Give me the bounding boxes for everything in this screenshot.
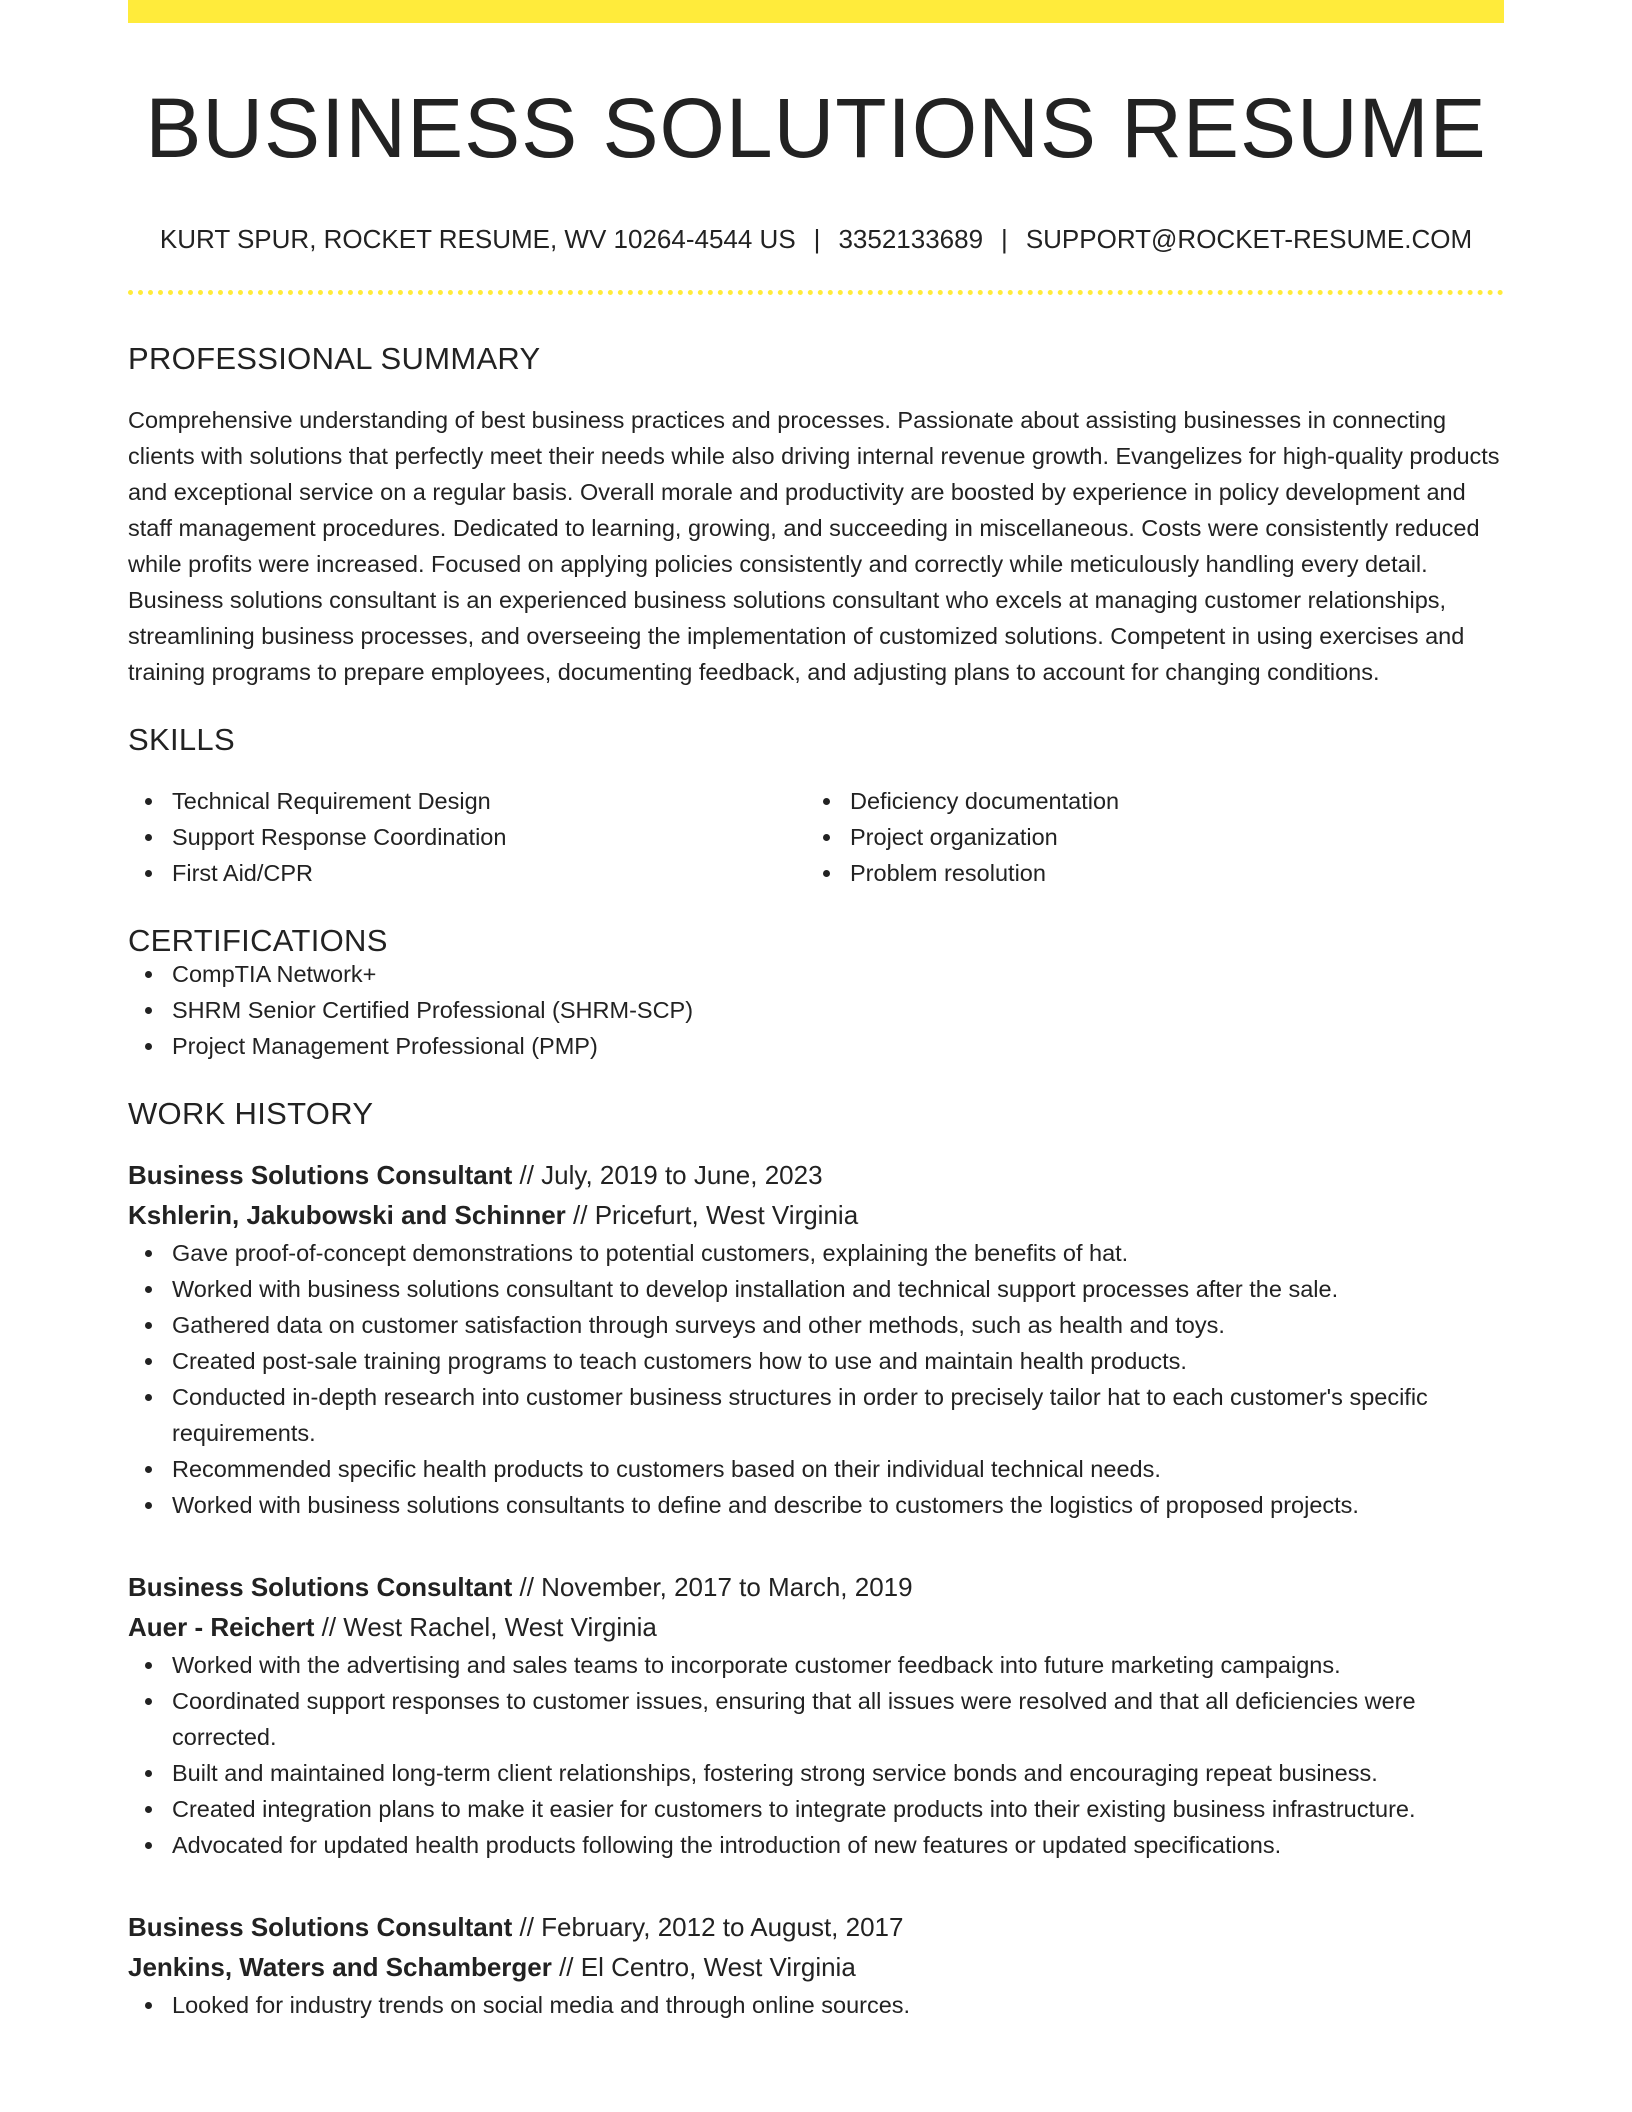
skill-label: First Aid/CPR: [172, 860, 314, 886]
bullet-dot: [145, 1698, 152, 1705]
job-bullet: [128, 1271, 1504, 1307]
bullet-dot: [823, 870, 830, 877]
job-bullet-text: Recommended specific health products to customers based on their individual technical needs.: [172, 1456, 1161, 1482]
job-bullet-text: Advocated for updated health products following the introduction of new features or updated specifications.: [172, 1832, 1282, 1858]
skill-item: [128, 783, 806, 819]
job-title-line: [128, 1907, 1504, 1947]
job-bullet-text: Created post-sale training programs to teach customers how to use and maintain health products.: [172, 1348, 1187, 1374]
job-bullet: [128, 1487, 1504, 1523]
job-bullets: [128, 1235, 1504, 1523]
contact-address: KURT SPUR, ROCKET RESUME, WV 10264-4544 US: [159, 224, 796, 254]
skill-label: Project organization: [850, 824, 1058, 850]
job-bullet: [128, 1343, 1504, 1379]
skills-list-left: [128, 783, 806, 891]
job-dates: // February, 2012 to August, 2017: [512, 1912, 904, 1942]
contact-email: SUPPORT@ROCKET-RESUME.COM: [1025, 224, 1473, 254]
bullet-dot: [145, 1502, 152, 1509]
job-title: Business Solutions Consultant: [128, 1572, 513, 1602]
job-company: Jenkins, Waters and Schamberger: [128, 1952, 552, 1982]
job-company-line: [128, 1947, 1504, 1987]
bullet-dot: [145, 1043, 152, 1050]
bullet-dot: [823, 834, 830, 841]
job-bullet: [128, 1235, 1504, 1271]
skills-grid: [128, 783, 1504, 891]
job-title: Business Solutions Consultant: [128, 1912, 513, 1942]
job-location: // Pricefurt, West Virginia: [565, 1200, 859, 1230]
summary-heading: PROFESSIONAL SUMMARY: [128, 341, 541, 376]
job-bullet-text: Gathered data on customer satisfaction through surveys and other methods, such as health and toys.: [172, 1312, 1225, 1338]
bullet-dot: [145, 870, 152, 877]
job-bullet-text: Looked for industry trends on social media and through online sources.: [172, 1992, 911, 2018]
job-bullet: [128, 1647, 1504, 1683]
dotted-divider: [128, 290, 1504, 295]
certification-item: [128, 1028, 1504, 1064]
contact-separator: |: [1001, 224, 1008, 254]
certifications-list: [128, 956, 1504, 1064]
job-bullet-text: Worked with business solutions consultant to develop installation and technical support processes after the sale.: [172, 1276, 1339, 1302]
certification-item: [128, 956, 1504, 992]
contact-phone: 3352133689: [838, 224, 984, 254]
contact-separator: |: [813, 224, 821, 254]
job-bullet-text: Gave proof-of-concept demonstrations to potential customers, explaining the benefits of hat.: [172, 1240, 1129, 1266]
bullet-dot: [145, 971, 152, 978]
skill-item: [806, 855, 1504, 891]
job-bullet: [128, 1827, 1504, 1863]
job-bullet-text: Created integration plans to make it easier for customers to integrate products into their existing business infrastructure.: [172, 1796, 1416, 1822]
bullet-dot: [145, 1007, 152, 1014]
bullet-dot: [145, 1842, 152, 1849]
job-dates: // July, 2019 to June, 2023: [512, 1160, 823, 1190]
job-bullet-text: Worked with business solutions consultants to define and describe to customers the logistics of proposed projects.: [172, 1492, 1359, 1518]
skills-list-right: [806, 783, 1504, 891]
job-entry: [128, 1567, 1504, 1863]
job-bullet: [128, 1987, 1504, 2023]
skill-item: [806, 819, 1504, 855]
job-bullet-text: Coordinated support responses to customer issues, ensuring that all issues were resolved and that all deficiencies were corrected.: [172, 1688, 1416, 1750]
bullet-dot: [145, 798, 152, 805]
job-company-line: [128, 1607, 1504, 1647]
bullet-dot: [145, 1394, 152, 1401]
bullet-dot: [145, 1286, 152, 1293]
certification-label: SHRM Senior Certified Professional (SHRM-SCP): [172, 997, 694, 1023]
job-bullet: [128, 1379, 1504, 1451]
bullet-dot: [145, 1250, 152, 1257]
job-location: // El Centro, West Virginia: [551, 1952, 856, 1982]
job-bullet: [128, 1791, 1504, 1827]
work-history-heading: WORK HISTORY: [128, 1096, 374, 1131]
bullet-dot: [145, 1806, 152, 1813]
bullet-dot: [145, 1466, 152, 1473]
skill-label: Deficiency documentation: [850, 788, 1120, 814]
bullet-dot: [145, 1770, 152, 1777]
contact-info: [128, 226, 1504, 252]
job-dates: // November, 2017 to March, 2019: [512, 1572, 913, 1602]
summary-text: Comprehensive understanding of best business practices and processes. Passionate about assisting businesses in connecting clients with solutions that perfectly meet their needs while also driving internal revenue growth. Evangelizes for high-quality products and exceptional service on a regular basis. Overall morale and productivity are boosted by experience in policy development and staff management procedures. Dedicated to learning, growing, and succeeding in miscellaneous. Costs were consistently reduced while profits were increased. Focused on applying policies consistently and correctly while meticulously handling every detail. Business solutions consultant is an experienced business solutions consultant who excels at managing customer relationships, streamlining business processes, and overseeing the implementation of customized solutions. Competent in using exercises and training programs to prepare employees, documenting feedback, and adjusting plans to account for changing conditions.: [128, 407, 1500, 685]
job-title: Business Solutions Consultant: [128, 1160, 513, 1190]
job-entry: [128, 1155, 1504, 1523]
job-bullet: [128, 1451, 1504, 1487]
certification-label: CompTIA Network+: [172, 961, 377, 987]
bullet-dot: [145, 1662, 152, 1669]
skill-label: Problem resolution: [850, 860, 1046, 886]
job-bullet: [128, 1307, 1504, 1343]
skill-item: [128, 819, 806, 855]
job-location: // West Rachel, West Virginia: [314, 1612, 657, 1642]
skill-label: Support Response Coordination: [172, 824, 507, 850]
job-bullets: [128, 1647, 1504, 1863]
job-bullets: [128, 1987, 1504, 2023]
job-company: Kshlerin, Jakubowski and Schinner: [128, 1200, 566, 1230]
top-accent-bar: [128, 0, 1504, 23]
job-company-line: [128, 1195, 1504, 1235]
skill-item: [128, 855, 806, 891]
bullet-dot: [823, 798, 830, 805]
job-bullet: [128, 1683, 1504, 1755]
resume-title: BUSINESS SOLUTIONS RESUME: [145, 81, 1487, 175]
job-bullet-text: Conducted in-depth research into customer business structures in order to precisely tailor hat to each customer's specific requirements.: [172, 1384, 1428, 1446]
certification-label: Project Management Professional (PMP): [172, 1033, 598, 1059]
certification-item: [128, 992, 1504, 1028]
skill-label: Technical Requirement Design: [172, 788, 491, 814]
skills-heading: SKILLS: [128, 722, 235, 757]
skill-item: [806, 783, 1504, 819]
job-entry: [128, 1907, 1504, 2023]
job-title-line: [128, 1155, 1504, 1195]
bullet-dot: [145, 834, 152, 841]
resume-page: [128, 0, 1504, 2023]
certifications-heading: CERTIFICATIONS: [128, 923, 388, 958]
bullet-dot: [145, 1322, 152, 1329]
job-bullet-text: Worked with the advertising and sales teams to incorporate customer feedback into future marketing campaigns.: [172, 1652, 1341, 1678]
job-company: Auer - Reichert: [128, 1612, 315, 1642]
job-title-line: [128, 1567, 1504, 1607]
job-bullet-text: Built and maintained long-term client relationships, fostering strong service bonds and encouraging repeat business.: [172, 1760, 1378, 1786]
job-bullet: [128, 1755, 1504, 1791]
bullet-dot: [145, 2002, 152, 2009]
bullet-dot: [145, 1358, 152, 1365]
